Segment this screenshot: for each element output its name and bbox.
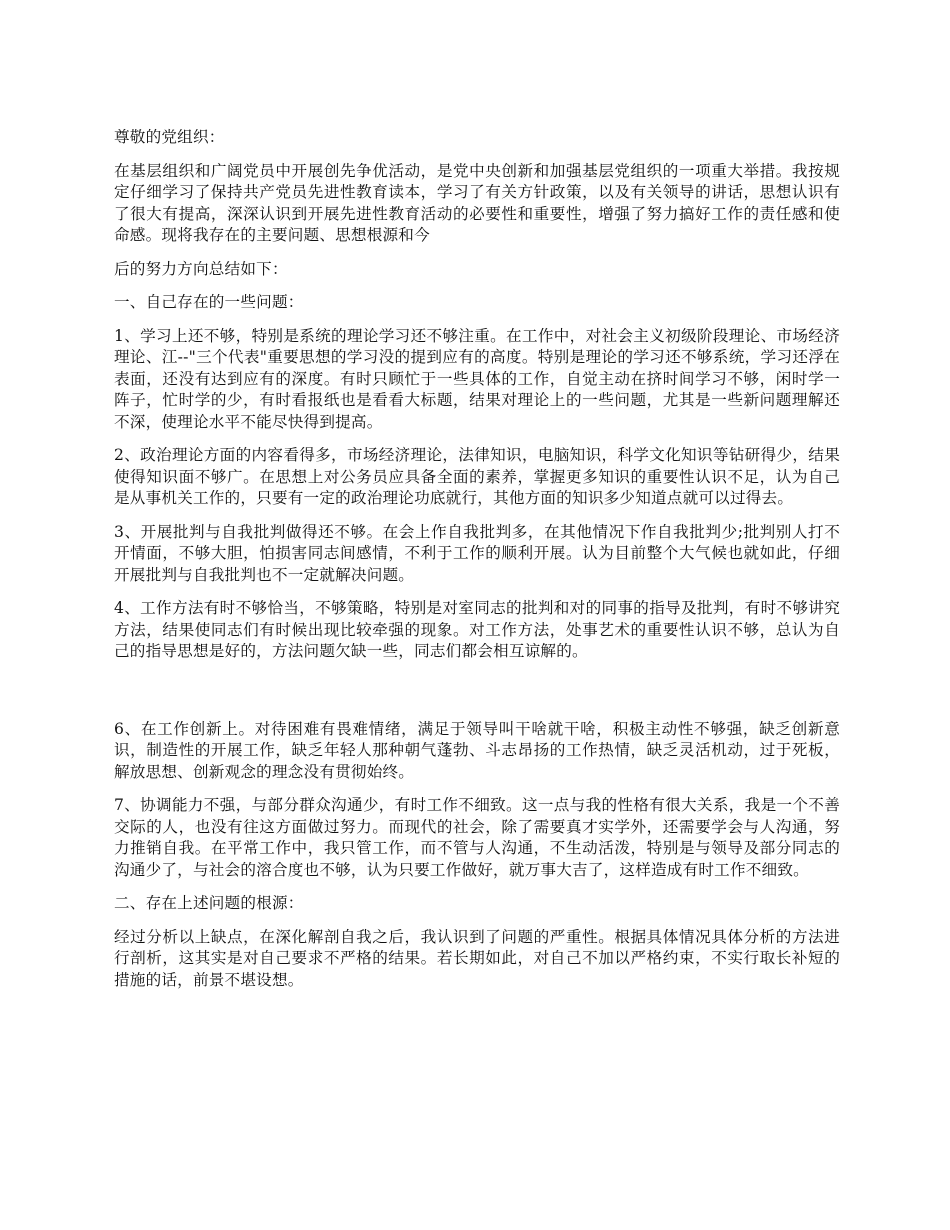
- problem-item-3: 3、开展批判与自我批判做得还不够。在会上作自我批判多，在其他情况下作自我批判少;批判别人打不开情面，不够大胆，怕损害同志间感情，不利于工作的顺利开展。认为目前整个大气候也就如此，仔细开展批判与自我批判也不一定就解决问题。: [114, 522, 840, 584]
- intro-continuation: 后的努力方向总结如下：: [114, 259, 288, 278]
- salutation: 尊敬的党组织：: [114, 128, 225, 146]
- problem-item-1: 1、学习上还不够，特别是系统的理论学习还不够注重。在工作中，对社会主义初级阶段理论、市场经济理论、江--"三个代表"重要思想的学习没的提到应有的高度。特别是理论的学习还不够系统，学习还浮在表面，还没有达到应有的深度。有时只顾忙于一些具体的工作，自觉主动在挤时间学习不够，闲时学一阵子，忙时学的少，有时看报纸也是看看大标题，结果对理论上的一些问题，尤其是一些新问题理解还不深，使理论水平不能尽快得到提高。: [114, 326, 840, 431]
- problem-item-4: 4、工作方法有时不够恰当，不够策略，特别是对室同志的批判和对的同事的指导及批判，有时不够讲究方法，结果使同志们有时候出现比较牵强的现象。对工作方法，处事艺术的重要性认识不够，总认为自己的指导思想是好的，方法问题欠缺一些，同志们都会相互谅解的。: [114, 599, 840, 660]
- analysis-paragraph: 经过分析以上缺点，在深化解剖自我之后，我认识到了问题的严重性。根据具体情况具体分析的方法进行剖析，这其实是对自己要求不严格的结果。若长期如此，对自己不加以严格约束，不实行取长补短的措施的话，前景不堪设想。: [114, 927, 840, 989]
- section-heading-problems: 一、自己存在的一些问题：: [114, 293, 304, 311]
- intro-paragraph: 在基层组织和广阔党员中开展创先争优活动，是党中央创新和加强基层党组织的一项重大举措。我按规定仔细学习了保持共产党员先进性教育读本，学习了有关方针政策，以及有关领导的讲话，思想认识有了很大有提高，深深认识到开展先进性教育活动的必要性和重要性，增强了努力搞好工作的责任感和使命感。现将我存在的主要问题、思想根源和今: [114, 161, 840, 244]
- problem-item-6: 6、在工作创新上。对待困难有畏难情绪，满足于领导叫干啥就干啥，积极主动性不够强，缺乏创新意识，制造性的开展工作，缺乏年轻人那种朝气蓬勃、斗志昂扬的工作热情，缺乏灵活机动，过于死板，解放思想、创新观念的理念没有贯彻始终。: [114, 719, 840, 781]
- blank-gap: [114, 675, 840, 719]
- problem-item-7: 7、协调能力不强，与部分群众沟通少，有时工作不细致。这一点与我的性格有很大关系，我是一个不善交际的人，也没有往这方面做过努力。而现代的社会，除了需要真才实学外，还需要学会与人沟通，努力推销自我。在平常工作中，我只管工作，而不管与人沟通，不生动活泼，特别是与领导及部分同志的沟通少了，与社会的溶合度也不够，认为只要工作做好，就万事大吉了，这样造成有时工作不细致。: [114, 796, 840, 879]
- problem-item-2: 2、政治理论方面的内容看得多，市场经济理论，法律知识，电脑知识，科学文化知识等钻研得少，结果使得知识面不够广。在思想上对公务员应具备全面的素养，掌握更多知识的重要性认识不足，认为自己是从事机关工作的，只要有一定的政治理论功底就行，其他方面的知识多少知道点就可以过得去。: [114, 446, 840, 507]
- section-heading-roots: 二、存在上述问题的根源：: [114, 894, 304, 912]
